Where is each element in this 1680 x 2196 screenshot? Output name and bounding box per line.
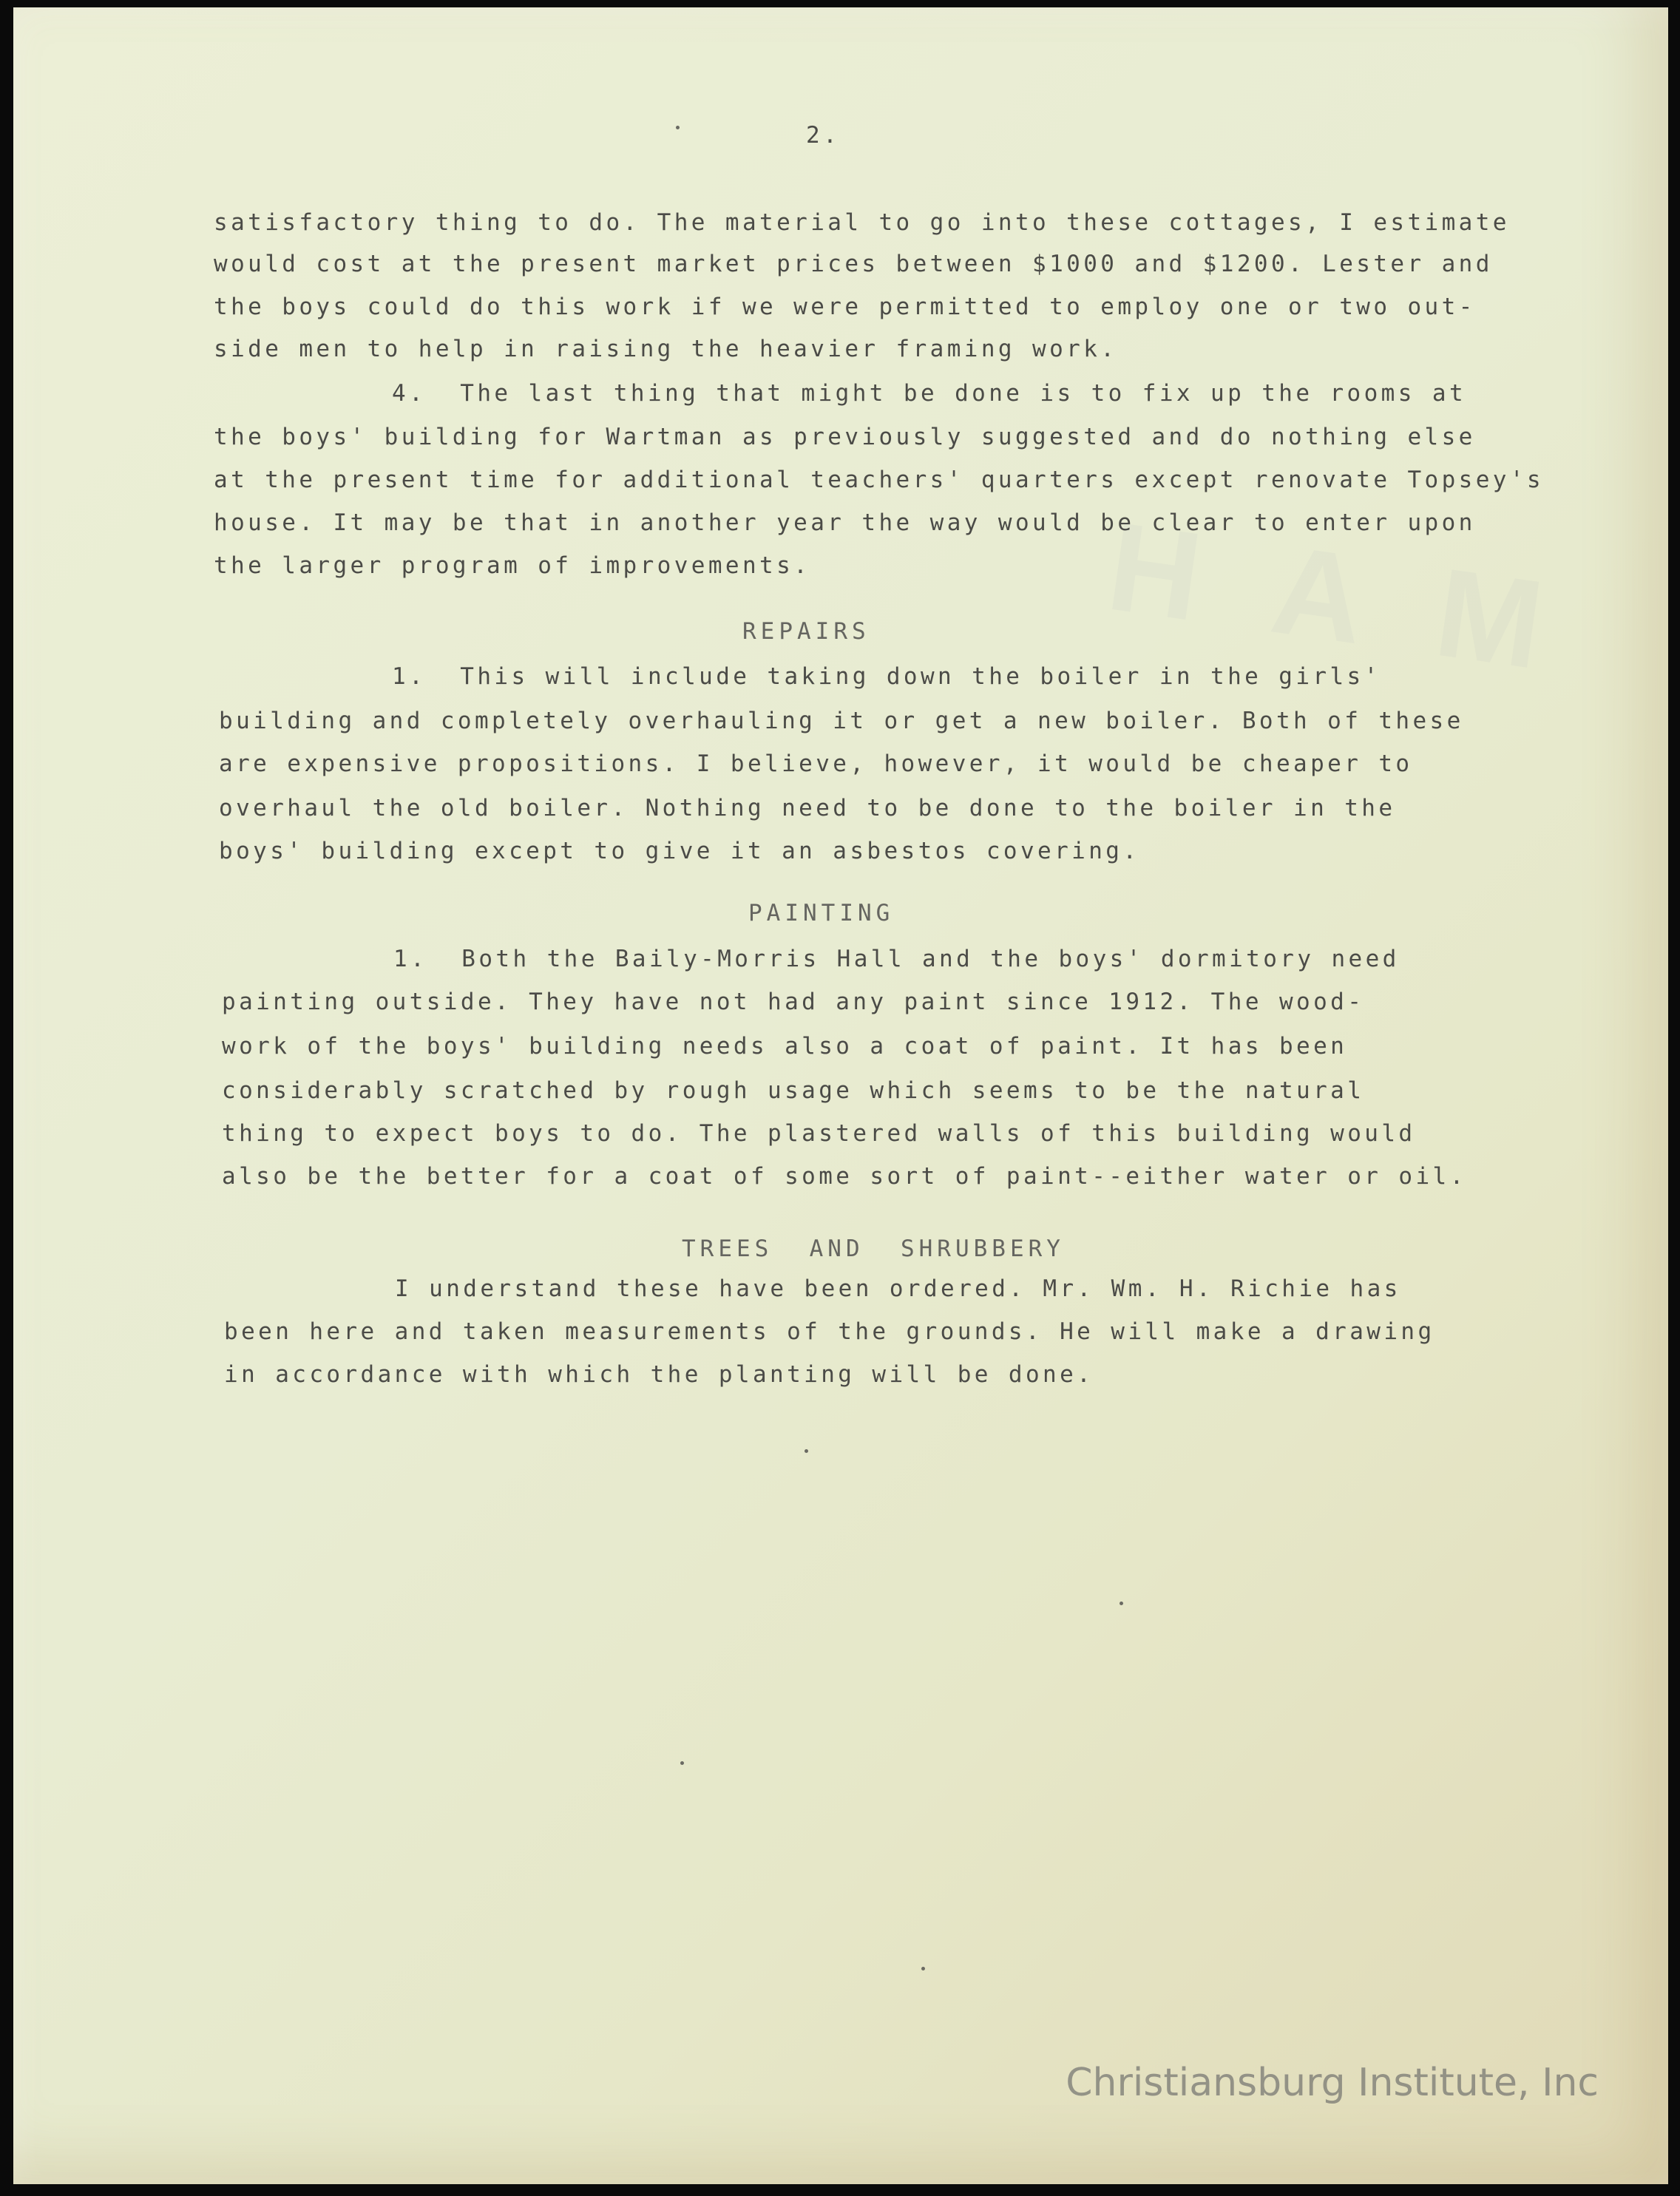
trees-line: been here and taken measurements of the grounds. He will make a drawing — [224, 1318, 1435, 1345]
painting-line: considerably scratched by rough usage which seems to be the natural — [222, 1077, 1365, 1104]
archive-watermark: Christiansburg Institute, Inc — [1066, 2061, 1599, 2105]
repairs-heading: REPAIRS — [742, 618, 870, 645]
paragraph-2-line: 4. The last thing that might be done is to fix up the rooms at — [392, 380, 1467, 407]
paragraph-1-line: side men to help in raising the heavier framing work. — [214, 336, 1118, 362]
repairs-line: building and completely overhauling it or get a new boiler. Both of these — [219, 708, 1464, 734]
repairs-line: boys' building except to give it an asbestos covering. — [219, 838, 1140, 864]
trees-line: in accordance with which the planting will be done. — [224, 1361, 1094, 1388]
paragraph-1-line: the boys could do this work if we were permitted to employ one or two out- — [214, 294, 1476, 320]
paper-speck — [676, 126, 680, 129]
painting-line: 1. Both the Baily-Morris Hall and the boys' dormitory need — [393, 946, 1400, 972]
page-number: 2. — [806, 122, 841, 149]
paragraph-1-line: would cost at the present market prices between $1000 and $1200. Lester and — [214, 251, 1493, 277]
paper-speck — [1120, 1602, 1123, 1605]
trees-heading: TREES AND SHRUBBERY — [682, 1236, 1065, 1262]
document-page — [13, 7, 1668, 2184]
paragraph-2-line: the larger program of improvements. — [214, 552, 811, 579]
paper-speck — [921, 1967, 925, 1970]
paragraph-2-line: at the present time for additional teachers' quarters except renovate Topsey's — [214, 467, 1544, 493]
paragraph-2-line: the boys' building for Wartman as previously suggested and do nothing else — [214, 424, 1476, 450]
repairs-line: 1. This will include taking down the boiler in the girls' — [392, 663, 1381, 690]
painting-line: work of the boys' building needs also a coat of paint. It has been — [222, 1033, 1348, 1060]
paper-speck — [680, 1761, 684, 1765]
trees-line: I understand these have been ordered. Mr. Wm. H. Richie has — [395, 1275, 1401, 1302]
painting-line: painting outside. They have not had any paint since 1912. The wood- — [222, 989, 1365, 1015]
painting-heading: PAINTING — [748, 900, 895, 926]
paragraph-2-line: house. It may be that in another year the way would be clear to enter upon — [214, 509, 1476, 536]
paper-speck — [805, 1449, 808, 1453]
painting-line: also be the better for a coat of some sort of paint--either water or oil. — [222, 1163, 1467, 1190]
bleed-through-marks: H A M — [1100, 495, 1574, 699]
painting-line: thing to expect boys to do. The plastered walls of this building would — [222, 1120, 1416, 1147]
repairs-line: overhaul the old boiler. Nothing need to be done to the boiler in the — [219, 795, 1396, 821]
paragraph-1-line: satisfactory thing to do. The material to go into these cottages, I estimate — [214, 209, 1510, 236]
repairs-line: are expensive propositions. I believe, however, it would be cheaper to — [219, 750, 1413, 777]
